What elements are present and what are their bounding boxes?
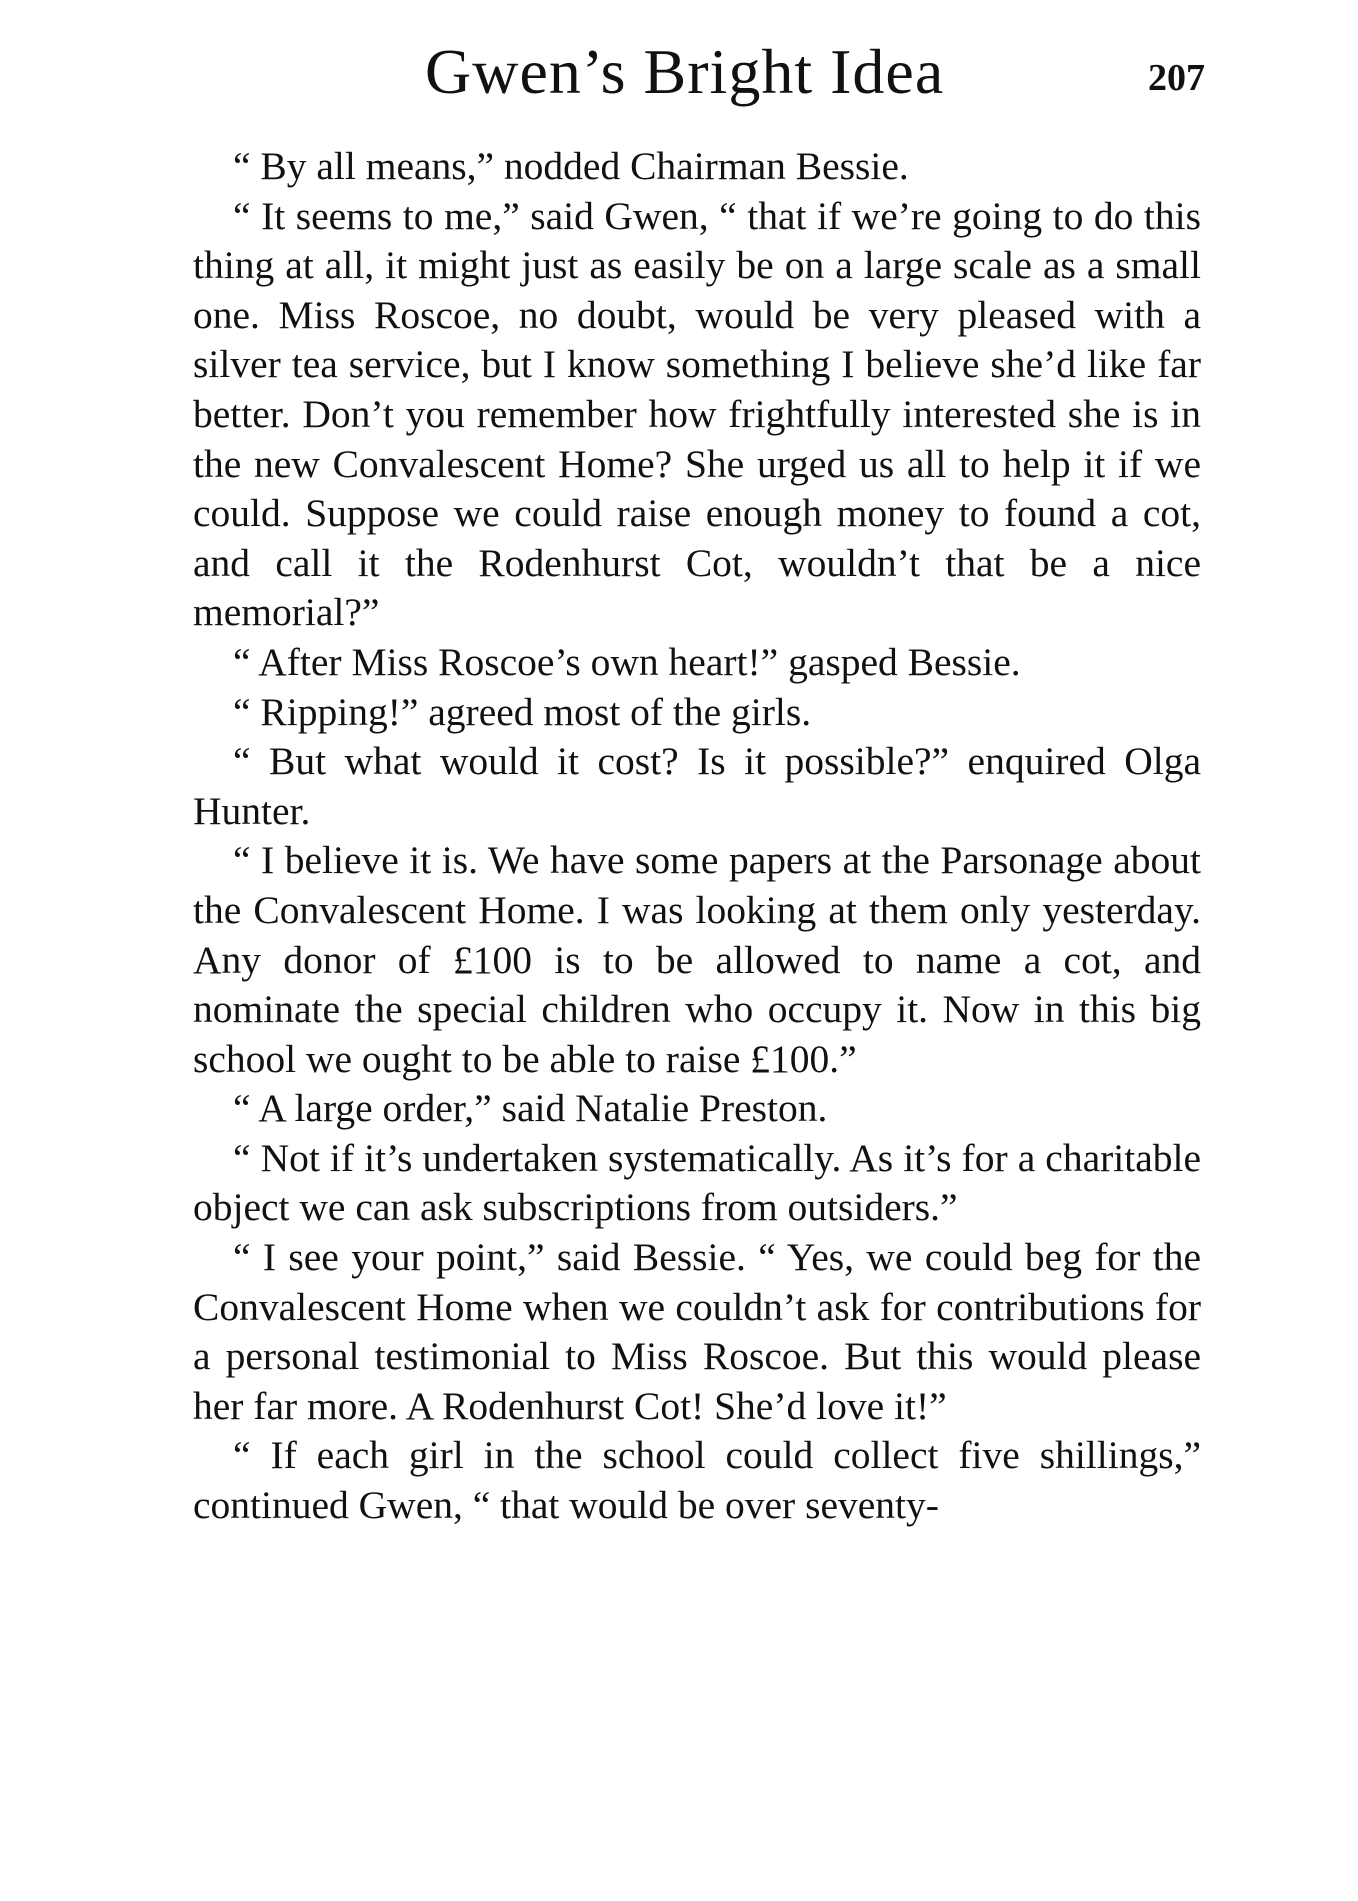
paragraph: “ But what would it cost? Is it possible?” enquired Olga Hunter.: [193, 739, 1201, 833]
running-title: Gwen’s Bright Idea: [425, 36, 945, 107]
paragraph: “ If each girl in the school could collect five shillings,” continued Gwen, “ that would be over seventy-: [193, 1433, 1201, 1528]
running-head: [195, 32, 1205, 122]
paragraph: “ Ripping!” agreed most of the girls.: [233, 689, 812, 734]
paragraph: “ A large order,” said Natalie Preston.: [233, 1086, 828, 1131]
body-text: [193, 142, 1201, 1531]
paragraph: “ Not if it’s undertaken systematically. As it’s for a charitable object we can ask subscriptions from outsiders.”: [193, 1135, 1201, 1230]
page-number: 207: [1148, 57, 1205, 99]
paragraph: “ I believe it is. We have some papers at the Parsonage about the Convalescent Home. I was looking at them only yesterday. Any donor of £100 is to be allowed to name a cot, and nominate the special children who occupy it. Now in this big school we ought to be able to raise £100.”: [193, 838, 1201, 1081]
paragraph: “ After Miss Roscoe’s own heart!” gasped Bessie.: [233, 639, 1021, 684]
paragraph: “ I see your point,” said Bessie. “ Yes, we could beg for the Convalescent Home when we couldn’t ask for contributions for a personal testimonial to Miss Roscoe. But this would please her far more. A Rodenhurst Cot! She’d love it!”: [193, 1235, 1201, 1428]
paragraph: “ It seems to me,” said Gwen, “ that if we’re going to do this thing at all, it might just as easily be on a large scale as a small one. Miss Roscoe, no doubt, would be very pleased with a silver tea service, but I know something I believe she’d like far better. Don’t you remember how frightfully interested she is in the new Convalescent Home? She urged us all to help it if we could. Suppose we could raise enough money to found a cot, and call it the Rodenhurst Cot, wouldn’t that be a nice memorial?”: [193, 193, 1201, 635]
paragraph: “ By all means,” nodded Chairman Bessie.: [233, 144, 909, 188]
